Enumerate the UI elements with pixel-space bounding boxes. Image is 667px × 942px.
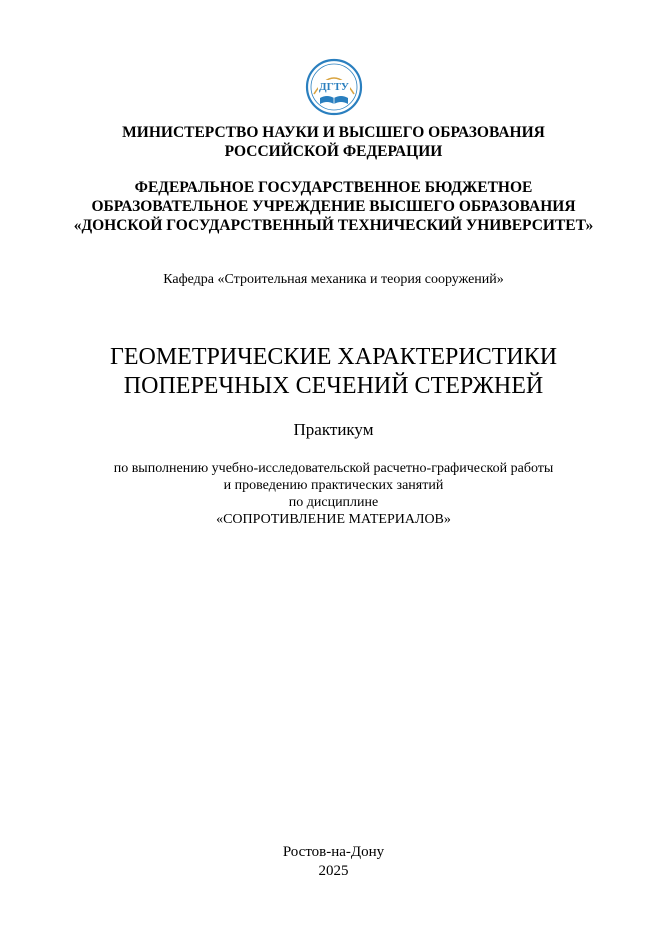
department-name: Кафедра «Строительная механика и теория сооружений» [163, 272, 504, 287]
publication-year: 2025 [318, 863, 349, 879]
institution-heading [0, 178, 667, 235]
publication-city: Ростов-на-Дону [282, 844, 385, 860]
ministry-line-2: РОССИЙСКОЙ ФЕДЕРАЦИИ [224, 143, 443, 160]
university-logo [305, 58, 363, 116]
title-line-1: ГЕОМЕТРИЧЕСКИЕ ХАРАКТЕРИСТИКИ [109, 344, 558, 370]
document-subtitle: Практикум [293, 420, 374, 439]
document-description [0, 460, 667, 528]
description-line-3: по дисциплине [288, 495, 379, 510]
ministry-line-1: МИНИСТЕРСТВО НАУКИ И ВЫСШЕГО ОБРАЗОВАНИЯ [122, 124, 545, 141]
publication-info [0, 843, 667, 881]
document-title [0, 343, 667, 401]
description-line-4: «СОПРОТИВЛЕНИЕ МАТЕРИАЛОВ» [216, 512, 451, 527]
description-line-1: по выполнению учебно-исследовательской расчетно-графической работы [113, 461, 554, 476]
institution-line-2: ОБРАЗОВАТЕЛЬНОЕ УЧРЕЖДЕНИЕ ВЫСШЕГО ОБРАЗОВАНИЯ [91, 198, 576, 215]
institution-line-3: «ДОНСКОЙ ГОСУДАРСТВЕННЫЙ ТЕХНИЧЕСКИЙ УНИВЕРСИТЕТ» [73, 217, 594, 234]
title-line-2: ПОПЕРЕЧНЫХ СЕЧЕНИЙ СТЕРЖНЕЙ [123, 373, 544, 399]
ministry-heading [0, 123, 667, 161]
institution-line-1: ФЕДЕРАЛЬНОЕ ГОСУДАРСТВЕННОЕ БЮДЖЕТНОЕ [134, 179, 533, 196]
logo-text: ДГТУ [319, 81, 349, 93]
description-line-2: и проведению практических занятий [223, 478, 444, 493]
